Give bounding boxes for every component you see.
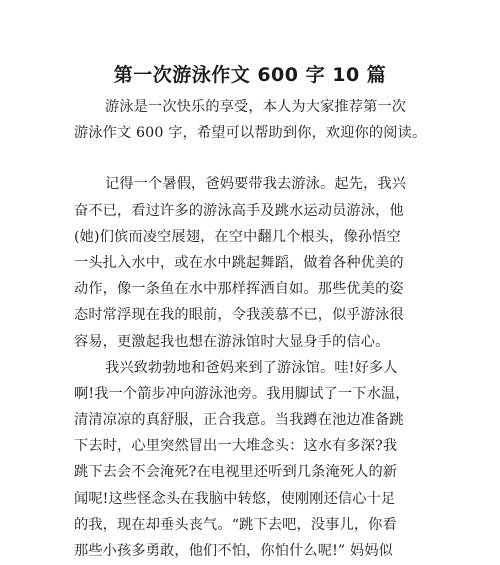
text-line: 容易，更激起我也想在游泳馆时大显身手的信心。 [74, 333, 390, 350]
text-line: 啊!我一个箭步冲向游泳池旁。我用脚试了一下水温， [74, 385, 410, 402]
text-line: 清清凉凉的真舒服，正合我意。当我蹲在池边准备跳 [74, 412, 404, 429]
text-line: 那些小孩多勇敢，他们不怕，你怕什么呢!” 妈妈似 [74, 543, 394, 559]
paragraph-1 [74, 171, 444, 354]
paragraph-gap [74, 146, 444, 171]
text-line: 游泳作文 600 字，希望可以帮助到你，欢迎你的阅读。 [74, 125, 427, 142]
text-line: 游泳是一次快乐的享受，本人为大家推荐第一次 [105, 99, 407, 115]
text-line: 我兴致勃勃地和爸妈来到了游泳馆。哇!好多人 [105, 359, 398, 376]
paragraph-2 [74, 355, 444, 565]
intro-paragraph [74, 94, 444, 146]
text-line: 奋不已，看过许多的游泳高手及跳水运动员游泳，他 [74, 202, 404, 219]
text-line: 下去时，心里突然冒出一大堆念头：这水有多深?我 [74, 438, 398, 455]
text-line: (她)们傧而凌空展翅，在空中翻几个根头，像孙悟空 [74, 228, 401, 245]
text-line: 态时常浮现在我的眼前，令我羡慕不已，似乎游泳很 [74, 307, 404, 324]
text-line: 记得一个暑假，爸妈要带我去游泳。起先，我兴 [105, 176, 407, 193]
text-line: 闻呢!这些怪念头在我脑中转悠，使刚刚还信心十足 [74, 490, 396, 507]
text-line: 动作，像一条鱼在水中那样挥洒自如。那些优美的姿 [74, 281, 404, 298]
text-line: 一头扎入水中，或在水中跳起舞蹈，做着各种优美的 [74, 254, 404, 271]
document-body [74, 94, 444, 564]
document-title: 第一次游泳作文 600 字 10 篇 [113, 64, 387, 86]
text-line: 跳下去会不会淹死?在电视里还听到几条淹死人的新 [74, 464, 398, 481]
text-line: 的我，现在却垂头丧气。“跳下去吧，没事儿，你看 [74, 516, 397, 533]
